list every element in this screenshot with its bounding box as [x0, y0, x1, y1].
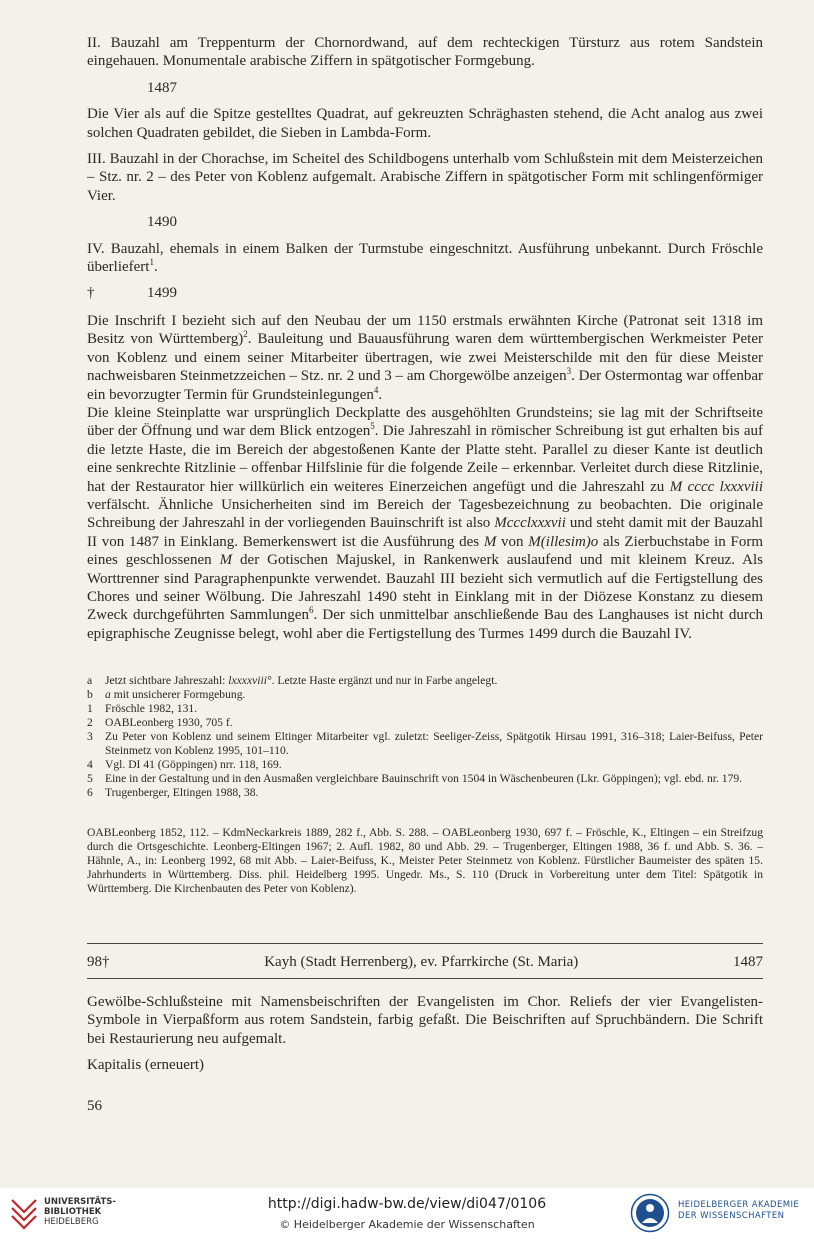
dagger-symbol: † [87, 285, 95, 302]
footnote-item: 5 Eine in der Gestaltung und in den Ausmaßen vergleichbare Bauinschrift von 1504 in Wäschenbeuren (Lkr. Göppingen); vgl. ebd. nr. 179. [87, 772, 743, 785]
entry-number: 98† [87, 954, 110, 970]
footnote-ref[interactable]: 5 [370, 421, 375, 432]
entry-title: Kayh (Stadt Herrenberg), ev. Pfarrkirche (St. Maria) [264, 954, 579, 970]
year-1487: 1487 [147, 79, 177, 96]
footnote-item: b a mit unsicherer Formgebung. [87, 688, 246, 701]
footnote-ref[interactable]: 2 [243, 329, 248, 340]
literature-text: OABLeonberg 1852, 112. – KdmNeckarkreis 1889, 282 f., Abb. S. 288. – OABLeonberg 1930, 697 f. – Fröschle, K., Eltingen – ein Streifzug durch die Ortsgeschichte. Leonberg-Eltingen 1967; 2. Aufl. 1982, 80 und Abb. 29. – Trugenberger, Eltingen 1988, 36 f. und Abb. S. 36. – Hähnle, A., in: Leonberg 1992, 68 mit Abb. – Laier-Beifuss, K., Meister Peter Steinmetz von Koblenz. Fürstlicher Baumeister des späten 15. Jahrhunderts in Württemberg. Diss. phil. Heidelberg 1995. Ungedr. Ms., S. 110 (Druck in Vorbereitung unter dem Titel: Spätgotik in Württemberg. Die Kirchenbauten des Peter von Koblenz). [87, 826, 763, 895]
paragraph-bauzahl-iii: III. Bauzahl in der Chorachse, im Scheitel des Schildbogens unterhalb vom Schlußstein mit dem Meisterzeichen – Stz. nr. 2 – des Peter von Koblenz aufgemalt. Arabische Ziffern in spätgotischer Form mit schlingenförmiger Vier. [87, 151, 763, 204]
year-1499: 1499 [147, 285, 177, 302]
commentary-paragraph-2: Die kleine Steinplatte war ursprünglich Deckplatte des ausgehöhlten Grundsteins; sie lag mit der Schriftseite über der Öffnung und war dem Blick entzogen$^5$. Die Jahreszahl in römischer Schreibung ist gut erhalten bis auf die letzte Haste, die im Bereich der abgestoßenen Kante der Platte steht. Parallel zu dieser Kante ist deutlich eine senkrechte Ritzlinie – offenbar Hilfslinie für die folgende Zeile – erkennbar. Verleitet durch diese Ritzlinie, hat der Restaurator hier willkürlich ein weiteres Einerzeichen angefügt und die Jahreszahl zu M cccc lxxxviii verfälscht. Ähnliche Unsicherheiten sind im Bereich der Tagesbezeichnung zu beobachten. Die originale Schreibung der Jahreszahl in der vorliegenden Bauinschrift ist also Mccclxxxvii und steht damit mit der Bauzahl II von 1487 in Einklang. Bemerkenswert ist die Ausführung des M von M(illesim)o als Zierbuchstabe in Form eines geschlossenen M der Gotischen Majuskel, in Rankenwerk auslaufend und mit kleinem Kreuz. Als Worttrenner sind Paragraphenpunkte verwendet. Bauzahl III bezieht sich vermutlich auf die Fertigstellung des Chores und seiner Wölbung. Die Jahreszahl 1490 steht in Einklang mit in der Diözese Konstanz zu diesem Zweck durchgeführten Sammlungen$^6$. Der sich unmittelbar anschließende Bau des Langhauses ist nicht durch epigraphische Zeugnisse belegt, wohl aber die Fertigstellung des Turmes 1499 durch die Bauzahl IV. [87, 404, 763, 642]
footnote-ref[interactable]: 4 [373, 384, 379, 395]
inscription-section [87, 34, 763, 643]
paragraph-bauzahl-ii: II. Bauzahl am Treppenturm der Chornordwand, auf dem rechteckigen Türsturz aus rotem Sandstein eingehauen. Monumentale arabische Ziffern in spätgotischer Formgebung. [87, 35, 763, 70]
copyright-notice: © Heidelberger Akademie der Wissenschaften [279, 1218, 535, 1231]
entry-header [87, 954, 763, 971]
page-number: 56 [87, 1097, 102, 1114]
footnote-item: 6 Trugenberger, Eltingen 1988, 38. [87, 786, 259, 799]
footnote-item: 4 Vgl. DI 41 (Göppingen) nrr. 118, 169. [87, 758, 282, 771]
footnote-ref[interactable]: 1 [149, 257, 154, 268]
footnote-ref[interactable]: 6 [308, 605, 314, 616]
footnote-item: 3 Zu Peter von Koblenz und seinem Eltinger Mitarbeiter vgl. zuletzt: Seeliger-Zeiss, Spätgotik Hirsau 1991, 316–318; Laier-Beifuss, Peter Steinmetz von Koblenz 1995, 101–110. [87, 730, 763, 757]
footnote-item: a Jetzt sichtbare Jahreszahl: lxxxxviii°. Letzte Haste ergänzt und nur in Farbe angelegt. [87, 674, 498, 687]
entry-year: 1487 [733, 954, 763, 970]
entry-top-rule [87, 943, 763, 944]
viewer-footer [0, 1188, 814, 1240]
year-1490: 1490 [147, 214, 177, 231]
academy-name: HEIDELBERGER AKADEMIE DER WISSENSCHAFTEN [678, 1200, 800, 1221]
literature-block [87, 826, 763, 896]
university-library-name: UNIVERSITÄTS- BIBLIOTHEK HEIDELBERG [44, 1197, 116, 1227]
paragraph-bauzahl-iv: IV. Bauzahl, ehemals in einem Balken der Turmstube eingeschnitzt. Ausführung unbekannt. Durch Fröschle überliefert$^1$. [87, 240, 763, 276]
entry-description: Gewölbe-Schlußsteine mit Namensbeischriften der Evangelisten im Chor. Reliefs der vier Evangelisten-Symbole in Vierpaßform aus rotem Sandstein, farbig gefaßt. Die Beischriften auf Spruchbändern. Die Schrift bei Restaurierung neu aufgemalt. [87, 994, 763, 1047]
entry-body [87, 993, 763, 1115]
footnote-item: 1 Fröschle 1982, 131. [87, 702, 198, 715]
footnotes [87, 674, 763, 800]
commentary-paragraph-1: Die Inschrift I bezieht sich auf den Neubau der um 1150 erstmals erwähnten Kirche (Patronat seit 1318 im Besitz von Württemberg)$^2$. Bauleitung und Bauausführung waren dem württembergischen Werkmeister Peter von Koblenz und einem seiner Mitarbeiter übertragen, wie zwei Meisterschilde mit den für diese Meister nachweisbaren Steinmetzzeichen – Stz. nr. 2 und 3 – am Chorgewölbe anzeigen$^3$. Der Ostermontag war offenbar ein bevorzugter Termin für Grundsteinlegungen$^4$. [87, 312, 763, 403]
entry-script-type: Kapitalis (erneuert) [87, 1057, 205, 1074]
footnote-item: 2 OABLeonberg 1930, 705 f. [87, 716, 233, 729]
permalink-url[interactable]: http://digi.hadw-bw.de/view/di047/0106 [267, 1196, 547, 1212]
year-1499-line [87, 284, 763, 302]
entry-bottom-rule [87, 978, 763, 979]
paragraph-digit-forms: Die Vier als auf die Spitze gestelltes Quadrat, auf gekreuzten Schräghasten stehend, die Acht analog aus zwei solchen Quadraten gebildet, die Sieben in Lambda-Form. [87, 106, 763, 141]
academy-seal-icon[interactable] [630, 1193, 670, 1233]
footnote-ref[interactable]: 3 [566, 366, 572, 377]
